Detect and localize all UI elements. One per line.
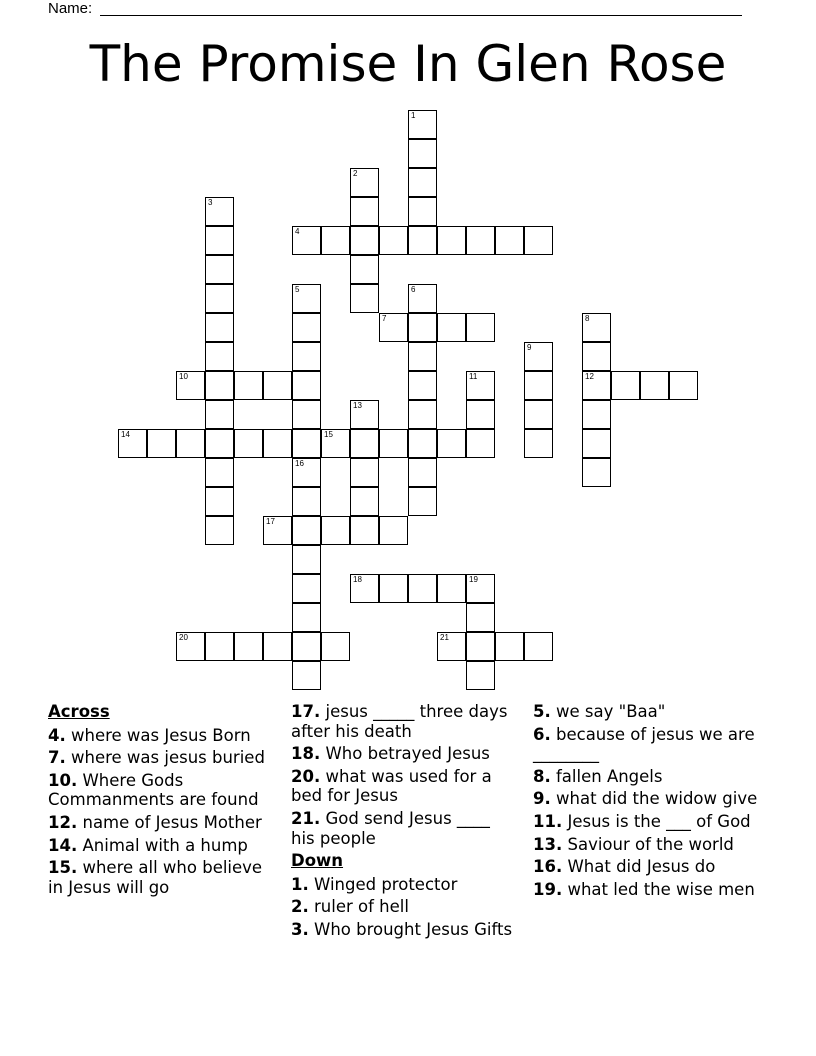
clue-number: 12: [585, 372, 594, 381]
clue-across-15: 15. where all who believe in Jesus will go: [48, 858, 263, 897]
crossword-cell[interactable]: [350, 255, 379, 284]
crossword-cell[interactable]: [408, 168, 437, 197]
clue-down-11: 11. Jesus is the ___ of God: [533, 811, 751, 831]
clue-number: 15: [324, 430, 333, 439]
crossword-cell[interactable]: [321, 516, 350, 545]
crossword-cell[interactable]: [292, 516, 321, 545]
clue-down-19: 19. what led the wise men: [533, 879, 755, 899]
crossword-cell[interactable]: [524, 371, 553, 400]
crossword-cell[interactable]: [292, 313, 321, 342]
crossword-cell[interactable]: [582, 400, 611, 429]
page-title: The Promise In Glen Rose: [89, 35, 727, 93]
crossword-cell[interactable]: [466, 632, 495, 661]
crossword-cell[interactable]: [350, 516, 379, 545]
crossword-cell[interactable]: [205, 458, 234, 487]
clue-number: 13: [353, 401, 362, 410]
crossword-cell[interactable]: [350, 574, 379, 603]
clues-column-3: [533, 702, 759, 902]
crossword-cell[interactable]: [292, 545, 321, 574]
crossword-cell[interactable]: [669, 371, 698, 400]
crossword-cell[interactable]: [408, 226, 437, 255]
clue-down-5: 5. we say "Baa": [533, 702, 666, 721]
crossword-cell[interactable]: [408, 313, 437, 342]
crossword-cell[interactable]: [292, 574, 321, 603]
crossword-cell[interactable]: [408, 400, 437, 429]
clue-number: 19: [469, 575, 478, 584]
clue-number: 18: [353, 575, 362, 584]
crossword-cell[interactable]: [205, 400, 234, 429]
crossword-cell[interactable]: [524, 342, 553, 371]
clue-across-17: 17. jesus _____ three days after his death: [291, 702, 508, 741]
crossword-cell[interactable]: [350, 429, 379, 458]
crossword-cell[interactable]: [292, 429, 321, 458]
crossword-cell[interactable]: [205, 226, 234, 255]
crossword-cell[interactable]: [263, 429, 292, 458]
crossword-cell[interactable]: [408, 197, 437, 226]
down-heading: Down: [291, 851, 344, 871]
crossword-cell[interactable]: [466, 429, 495, 458]
clue-number: 11: [469, 372, 478, 381]
crossword-cell[interactable]: [321, 226, 350, 255]
clue-number: 9: [527, 343, 532, 352]
clue-number: 3: [208, 198, 213, 207]
crossword-cell[interactable]: [495, 632, 524, 661]
crossword-cell[interactable]: [205, 371, 234, 400]
crossword-cell[interactable]: [408, 371, 437, 400]
crossword-cell[interactable]: [466, 603, 495, 632]
crossword-cell[interactable]: [321, 632, 350, 661]
crossword-cell[interactable]: [292, 487, 321, 516]
name-label: Name:: [48, 0, 93, 17]
crossword-cell[interactable]: [263, 516, 292, 545]
clues-column-1: [48, 702, 274, 900]
clue-number: 2: [353, 169, 358, 178]
crossword-cell[interactable]: [611, 371, 640, 400]
clue-number: 10: [179, 372, 188, 381]
crossword-cell[interactable]: [437, 226, 466, 255]
clue-number: 17: [266, 517, 275, 526]
crossword-cell[interactable]: [234, 429, 263, 458]
crossword-cell[interactable]: [292, 458, 321, 487]
clue-number: 4: [295, 227, 300, 236]
crossword-cell[interactable]: [263, 632, 292, 661]
crossword-cell[interactable]: [524, 400, 553, 429]
crossword-cell[interactable]: [205, 197, 234, 226]
crossword-cell[interactable]: [408, 458, 437, 487]
crossword-cell[interactable]: [234, 632, 263, 661]
clue-number: 21: [440, 633, 449, 642]
crossword-cell[interactable]: [205, 487, 234, 516]
crossword-cell[interactable]: [292, 661, 321, 690]
crossword-cell[interactable]: [582, 429, 611, 458]
clue-number: 20: [179, 633, 188, 642]
crossword-cell[interactable]: [205, 342, 234, 371]
clue-across-10: 10. Where Gods Commanments are found: [48, 770, 259, 810]
clues-column-2: [291, 702, 517, 943]
clue-number: 14: [121, 430, 130, 439]
clue-across-20: 20. what was used for a bed for Jesus: [291, 766, 492, 806]
crossword-cell[interactable]: [379, 516, 408, 545]
clue-number: 1: [411, 111, 416, 120]
clue-number: 16: [295, 459, 304, 468]
clue-across-18: 18. Who betrayed Jesus: [291, 744, 490, 764]
crossword-cell[interactable]: [408, 487, 437, 516]
crossword-cell[interactable]: [466, 400, 495, 429]
clue-across-14: 14. Animal with a hump: [48, 835, 248, 855]
crossword-cell[interactable]: [205, 632, 234, 661]
clue-down-13: 13. Saviour of the world: [533, 834, 734, 854]
crossword-cell[interactable]: [176, 371, 205, 400]
crossword-cell[interactable]: [350, 400, 379, 429]
clue-down-8: 8. fallen Angels: [533, 766, 663, 786]
crossword-cell[interactable]: [350, 458, 379, 487]
crossword-cell[interactable]: [408, 342, 437, 371]
crossword-cell[interactable]: [582, 313, 611, 342]
crossword-cell[interactable]: [205, 429, 234, 458]
crossword-cell[interactable]: [292, 226, 321, 255]
crossword-cell[interactable]: [205, 255, 234, 284]
clue-number: 7: [382, 314, 387, 323]
clue-across-12: 12. name of Jesus Mother: [48, 812, 262, 832]
crossword-cell[interactable]: [176, 429, 205, 458]
clue-down-2: 2. ruler of hell: [291, 897, 409, 917]
clue-down-3: 3. Who brought Jesus Gifts: [291, 919, 513, 939]
crossword-cell[interactable]: [379, 226, 408, 255]
crossword-cell[interactable]: [234, 371, 263, 400]
clue-number: 6: [411, 285, 416, 294]
clue-down-16: 16. What did Jesus do: [533, 857, 716, 877]
crossword-cell[interactable]: [205, 516, 234, 545]
crossword-cell[interactable]: [350, 168, 379, 197]
crossword-cell[interactable]: [437, 429, 466, 458]
crossword-cell[interactable]: [466, 661, 495, 690]
crossword-cell[interactable]: [379, 313, 408, 342]
crossword-cell[interactable]: [292, 371, 321, 400]
clue-across-21: 21. God send Jesus ____ his people: [291, 808, 490, 848]
crossword-cell[interactable]: [408, 429, 437, 458]
crossword-cell[interactable]: [582, 371, 611, 400]
crossword-cell[interactable]: [466, 574, 495, 603]
crossword-cell[interactable]: [524, 226, 553, 255]
crossword-cell[interactable]: [379, 429, 408, 458]
crossword-cell[interactable]: [292, 284, 321, 313]
crossword-cell[interactable]: [408, 574, 437, 603]
crossword-cell[interactable]: [350, 226, 379, 255]
clue-down-9: 9. what did the widow give: [533, 789, 758, 809]
clue-across-4: 4. where was Jesus Born: [48, 725, 251, 745]
crossword-cell[interactable]: [176, 632, 205, 661]
crossword-cell[interactable]: [118, 429, 147, 458]
crossword-cell[interactable]: [582, 458, 611, 487]
crossword-cell[interactable]: [524, 632, 553, 661]
clue-down-1: 1. Winged protector: [291, 874, 458, 894]
crossword-cell[interactable]: [466, 313, 495, 342]
crossword-cell[interactable]: [263, 371, 292, 400]
crossword-cell[interactable]: [466, 226, 495, 255]
crossword-cell[interactable]: [408, 139, 437, 168]
crossword-cell[interactable]: [640, 371, 669, 400]
clue-number: 5: [295, 285, 300, 294]
crossword-cell[interactable]: [205, 284, 234, 313]
crossword-cell[interactable]: [437, 313, 466, 342]
crossword-cell[interactable]: [292, 400, 321, 429]
crossword-cell[interactable]: [466, 371, 495, 400]
crossword-cell[interactable]: [495, 226, 524, 255]
crossword-cell[interactable]: [292, 603, 321, 632]
clue-down-6: 6. because of jesus we are ________: [533, 724, 755, 764]
crossword-cell[interactable]: [205, 313, 234, 342]
crossword-cell[interactable]: [379, 574, 408, 603]
crossword-cell[interactable]: [408, 110, 437, 139]
crossword-cell[interactable]: [408, 284, 437, 313]
crossword-cell[interactable]: [524, 429, 553, 458]
crossword-cell[interactable]: [321, 429, 350, 458]
crossword-cell[interactable]: [582, 342, 611, 371]
crossword-cell[interactable]: [437, 632, 466, 661]
across-heading: Across: [48, 702, 110, 721]
crossword-cell[interactable]: [147, 429, 176, 458]
crossword-cell[interactable]: [292, 342, 321, 371]
crossword-cell[interactable]: [350, 197, 379, 226]
crossword-cell[interactable]: [437, 574, 466, 603]
crossword-cell[interactable]: [292, 632, 321, 661]
crossword-cell[interactable]: [350, 487, 379, 516]
crossword-cell[interactable]: [350, 284, 379, 313]
clue-number: 8: [585, 314, 590, 323]
clue-across-7: 7. where was jesus buried: [48, 748, 265, 768]
